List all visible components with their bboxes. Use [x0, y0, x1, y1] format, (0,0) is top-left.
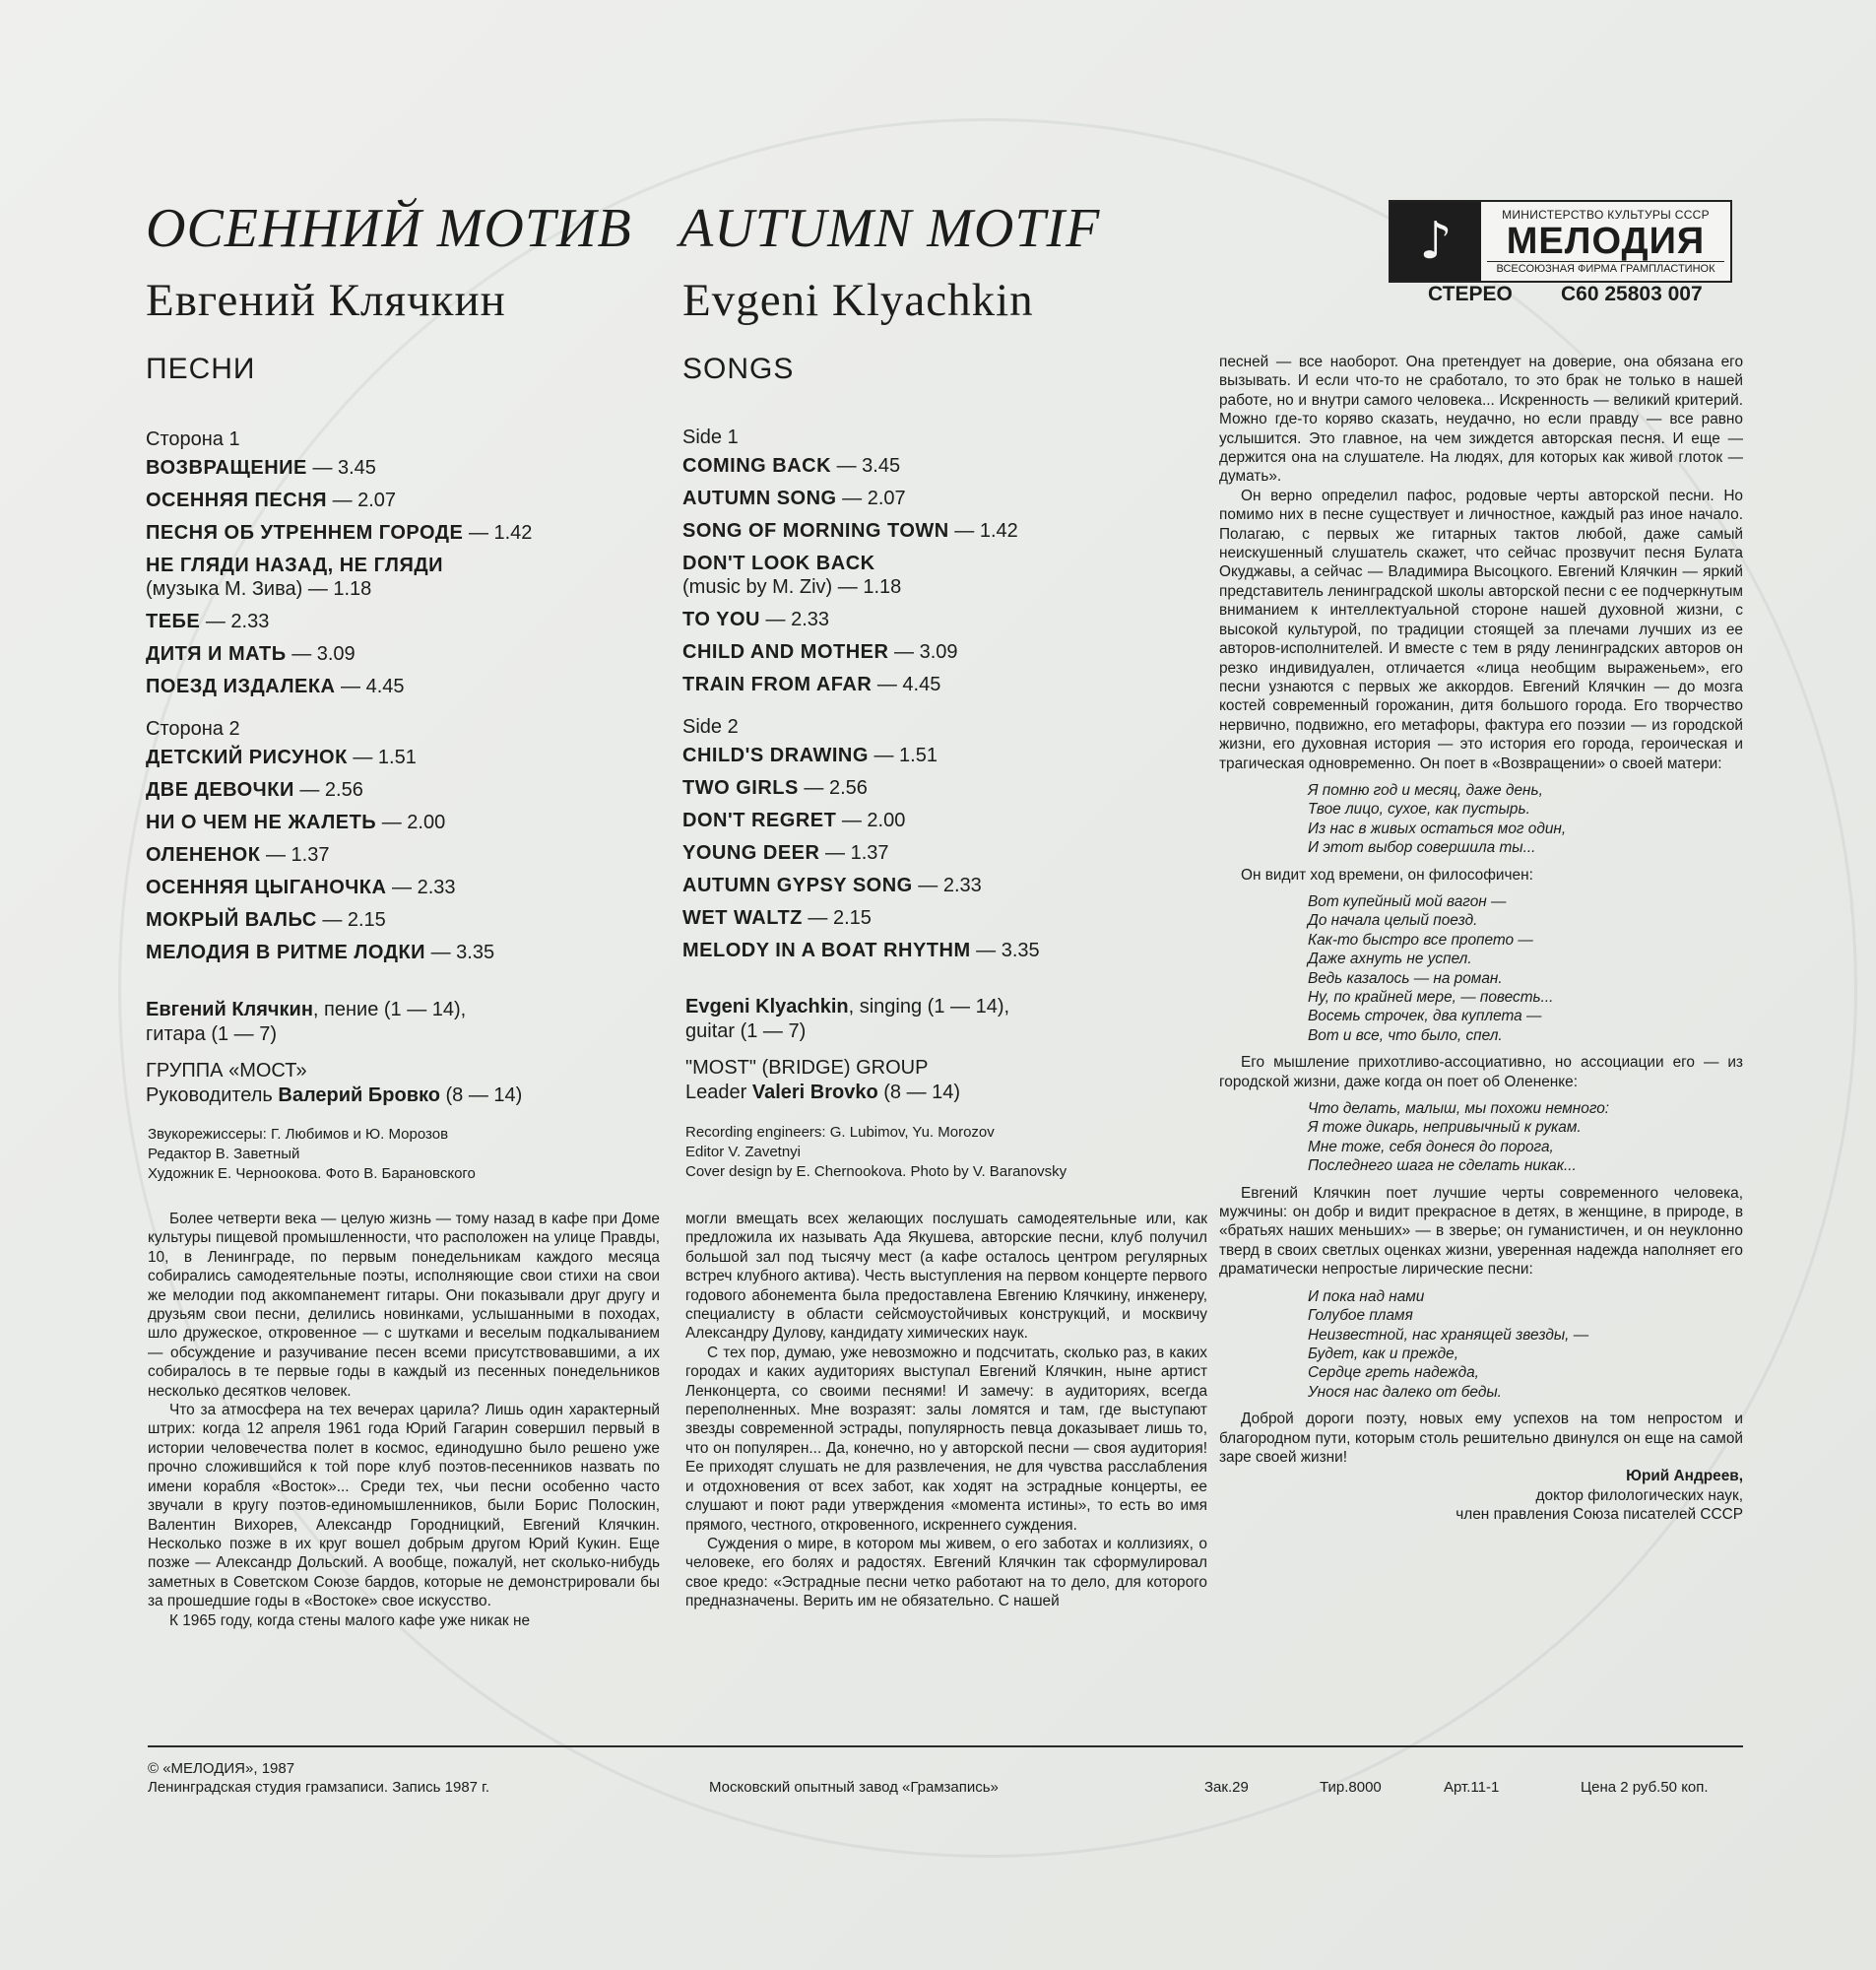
engineers-credit: Звукорежиссеры: Г. Любимов и Ю. Морозов	[148, 1126, 449, 1143]
paragraph: Суждения о мире, в котором мы живем, о его заботах и коллизиях, о человеке, его болях и радостях. Евгений Клячкин так сформулировал свое кредо: «Эстрадные песни четко работают на то дело, для которого предназначены. Верить им не обязательно. С нашей	[685, 1535, 1207, 1610]
track-name: YOUNG DEER	[682, 842, 820, 864]
poem-line: И этот выбор совершила ты...	[1308, 839, 1536, 857]
track-item	[146, 489, 658, 512]
track-item	[146, 811, 658, 834]
track-item	[682, 906, 1195, 930]
studio-info: Ленинградская студия грамзаписи. Запись 1987 г.	[148, 1779, 489, 1796]
performer-credits-en	[685, 995, 1217, 1117]
songs-heading-ru: ПЕСНИ	[146, 353, 256, 385]
artist-credit: Cover design by E. Chernookova. Photo by V. Baranovsky	[685, 1163, 1067, 1180]
poem-quote	[1308, 1287, 1743, 1402]
album-title-en: AUTUMN MOTIF	[679, 198, 1101, 259]
singer-credit	[685, 995, 1217, 1044]
track-time: — 2.33	[759, 609, 829, 630]
copyright: © «МЕЛОДИЯ», 1987	[148, 1760, 295, 1777]
track-time: — 1.42	[463, 522, 533, 544]
track-item	[146, 610, 658, 633]
poem-line: Ведь казалось — на роман.	[1308, 969, 1503, 987]
track-item	[682, 939, 1195, 962]
liner-notes-column-2	[685, 1210, 1207, 1611]
track-item	[146, 908, 658, 932]
track-name: SONG OF MORNING TOWN	[682, 520, 949, 542]
track-time: — 3.09	[888, 641, 958, 663]
track-item	[146, 456, 658, 480]
poem-line: Я помню год и месяц, даже день,	[1308, 781, 1543, 799]
production-credits-en	[685, 1123, 1237, 1182]
track-credit: (музыка М. Зива)	[146, 578, 303, 600]
paragraph: могли вмещать всех желающих послушать самодеятельные или, как предложила их называть Ада Якушева, авторские песни, клуб получил большой зал под тысячу мест (а кафе осталось центром регулярных встреч клубного актива). Честь выступления на первом концерте первого годового абонемента была предоставлена Евгению Клячкину, инженеру, специалисту в области сейсмоустойчивых конструкций, и москвичу Александру Дулову, кандидату химических наук.	[685, 1211, 1207, 1343]
track-name: TO YOU	[682, 609, 760, 630]
side-heading: Side 1	[682, 427, 739, 448]
group-credit	[146, 1059, 678, 1108]
leader-tracks: (8 — 14)	[439, 1084, 523, 1106]
track-name: ДВЕ ДЕВОЧКИ	[146, 779, 294, 801]
track-name: CHILD AND MOTHER	[682, 641, 889, 663]
songs-heading-en: SONGS	[682, 353, 795, 385]
track-name: ПЕСНЯ ОБ УТРЕННЕМ ГОРОДЕ	[146, 522, 464, 544]
group-name: ГРУППА «МОСТ»	[146, 1060, 307, 1082]
pressing-plant: Московский опытный завод «Грамзапись»	[709, 1779, 999, 1796]
footer-divider	[148, 1745, 1743, 1747]
track-name: DON'T REGRET	[682, 810, 837, 831]
album-title-ru: ОСЕННИЙ МОТИВ	[146, 198, 632, 259]
melodiya-label	[1389, 200, 1732, 283]
track-item	[682, 454, 1195, 478]
order-number: Зак.29	[1204, 1779, 1249, 1796]
track-time: — 3.35	[970, 940, 1040, 961]
author-name: Юрий Андреев,	[1626, 1468, 1743, 1485]
track-time: — 2.07	[327, 490, 397, 511]
track-time: — 3.45	[831, 455, 901, 477]
leader-prefix: Leader	[685, 1082, 752, 1103]
track-name: НИ О ЧЕМ НЕ ЖАЛЕТЬ	[146, 812, 377, 833]
paragraph: С тех пор, думаю, уже невозможно и подсчитать, сколько раз, в каких городах и каких аудиториях выступал Евгений Клячкин, ныне артист Ленконцерта, со своими песнями! И замечу: в аудиториях, всегда переполненных. Мне возразят: залы ломятся и там, где выступают звезды современной эстрады, популярность певца доказывает лишь то, что он популярен... Да, конечно, но у авторской песни — своя аудитория! Ее приходят слушать не для развлечения, не для чувства расслабления и отдохновения от всех забот, как ходят на эстрадные концерты, ее слушают и поют ради утверждения «момента истины», то есть во имя прямого, честного, откровенного, искреннего суждения.	[685, 1344, 1207, 1534]
track-item	[146, 642, 658, 666]
singer-name: Evgeni Klyachkin	[685, 996, 849, 1018]
paragraph: Он верно определил пафос, родовые черты авторской песни. Но помимо них в песне существует и личностное, каждый раз иное начало. Полагаю, с первых же гитарных тактов любой, даже самый неискушенный слушатель скажет, что сейчас прозвучит песня Булата Окуджавы, а сейчас — Владимира Высоцкого. Евгений Клячкин — яркий представитель ленинградской школы авторской песни с ее подчеркнутым вниманием к интеллектуальной стороне нашей духовной жизни, с высокой культурой, по традиции стоящей за плечами лучших из ее авторов-исполнителей. И вместе с тем в ряду ленинградских авторов он резко индивидуален, отличается «лица необщим выраженьем», его песни узнаются с первых же аккордов. Евгений Клячкин — до мозга костей современный горожанин, дитя большого города. Его творчество нервично, подвижно, его метафоры, фактура его поэзии — из городской жизни, его духовная история — это история его города, героическая и трагическая одновременно. Он поет в «Возвращении» о своей матери:	[1219, 487, 1743, 772]
track-name: ДИТЯ И МАТЬ	[146, 643, 287, 665]
track-item	[146, 843, 658, 867]
track-name: TRAIN FROM AFAR	[682, 674, 873, 695]
paragraph: Более четверти века — целую жизнь — тому назад в кафе при Доме культуры пищевой промышленности, что расположен на улице Правды, 10, в Ленинграде, по первым понедельникам каждого месяца собирались самодеятельные поэты, исполняющие свои стихи на свои же мелодии под аккомпанемент гитары. Они показывали друг другу и друзьям свои песни, делились новинками, услышанными в походах, шло дружеское, откровенное — с шутками и веселым подкалыванием — обсуждение и разучивание песен всеми присутствовавшими, а их собиралось в те первые годы в каждый из песенных понедельников несколько десятков человек.	[148, 1211, 660, 1400]
poem-quote	[1308, 781, 1743, 858]
track-time: — 1.51	[868, 745, 938, 766]
paragraph: К 1965 году, когда стены малого кафе уже никак не	[169, 1611, 530, 1629]
track-credit: (music by M. Ziv)	[682, 576, 833, 598]
catalog-number: С60 25803 007	[1561, 283, 1703, 305]
track-name: DON'T LOOK BACK	[682, 553, 875, 574]
track-name: ОСЕННЯЯ ЦЫГАНОЧКА	[146, 877, 387, 898]
track-item	[682, 744, 1195, 767]
editor-credit: Editor V. Zavetnyi	[685, 1144, 802, 1160]
paragraph: Доброй дороги поэту, новых ему успехов на том непростом и благородном пути, которым столь решительно двинулся он еще на самой заре своей жизни!	[1219, 1411, 1743, 1466]
poem-line: Даже ахнуть не успел.	[1308, 951, 1472, 968]
side-heading: Сторона 2	[146, 718, 240, 740]
poem-line: Будет, как и прежде,	[1308, 1345, 1459, 1362]
track-name: НЕ ГЛЯДИ НАЗАД, НЕ ГЛЯДИ	[146, 555, 443, 576]
track-name: МОКРЫЙ ВАЛЬС	[146, 909, 317, 931]
track-time: — 1.18	[302, 578, 372, 600]
poem-line: Из нас в живых остаться мог один,	[1308, 820, 1567, 837]
poem-quote	[1308, 1099, 1743, 1176]
track-time: — 3.09	[286, 643, 356, 665]
tracklist-en	[682, 422, 1195, 971]
track-time: — 3.35	[425, 942, 495, 963]
group-credit	[685, 1056, 1217, 1105]
singer-role: , пение (1 — 14),	[312, 999, 467, 1020]
label-firm: ВСЕСОЮЗНАЯ ФИРМА ГРАМПЛАСТИНОК	[1487, 261, 1724, 275]
track-item	[682, 552, 1195, 599]
track-time: — 2.15	[802, 907, 872, 929]
poem-line: Вот купейный мой вагон —	[1308, 892, 1507, 910]
performer-credits-ru	[146, 998, 678, 1120]
price: Цена 2 руб.50 коп.	[1581, 1779, 1709, 1796]
poem-line: Вот и все, что было, спел.	[1308, 1026, 1503, 1044]
poem-quote	[1308, 892, 1743, 1045]
poem-line: Как-то быстро все пропето —	[1308, 931, 1533, 949]
side-heading: Side 2	[682, 716, 739, 738]
poem-line: Неизвестной, нас хранящей звезды, —	[1308, 1326, 1589, 1344]
poem-line: Мне тоже, себя донеся до порога,	[1308, 1138, 1554, 1155]
track-item	[682, 640, 1195, 664]
track-name: COMING BACK	[682, 455, 832, 477]
liner-notes-column-3	[1219, 353, 1743, 1525]
track-time: — 4.45	[335, 676, 405, 697]
melodiya-logo-icon: ♪	[1391, 202, 1481, 281]
track-item	[682, 776, 1195, 800]
singer-credit	[146, 998, 678, 1047]
side-heading: Сторона 1	[146, 428, 240, 450]
track-item	[682, 841, 1195, 865]
label-name: МЕЛОДИЯ	[1506, 221, 1706, 262]
leader-prefix: Руководитель	[146, 1084, 279, 1106]
track-name: MELODY IN A BOAT RHYTHM	[682, 940, 971, 961]
track-name: ОЛЕНЕНОК	[146, 844, 261, 866]
track-time: — 2.07	[836, 488, 906, 509]
track-item	[146, 521, 658, 545]
track-time: — 1.51	[347, 747, 417, 768]
poem-line: До начала целый поезд.	[1308, 912, 1478, 930]
paragraph: Евгений Клячкин поет лучшие черты современного человека, мужчины: он добр и видит прекрасное в детях, в женщине, в природе, в «братьях наших меньших» — в зверье; он гуманистичен, и он неуклонно тверд в своих светлых оценках жизни, уверенная надежда наполняет его драматически непростые лирические песни:	[1219, 1184, 1743, 1279]
paragraph: Его мышление прихотливо-ассоциативно, но ассоциации его — из городской жизни, даже когда он поет об Олененке:	[1219, 1054, 1743, 1090]
engineers-credit: Recording engineers: G. Lubimov, Yu. Morozov	[685, 1124, 995, 1141]
track-name: ПОЕЗД ИЗДАЛЕКА	[146, 676, 336, 697]
liner-notes-column-1	[148, 1210, 660, 1630]
track-item	[146, 746, 658, 769]
singer-name: Евгений Клячкин	[146, 999, 313, 1020]
track-time: — 3.45	[306, 457, 376, 479]
track-name: AUTUMN SONG	[682, 488, 837, 509]
track-name: WET WALTZ	[682, 907, 803, 929]
poem-line: Ну, по крайней мере, — повесть...	[1308, 989, 1554, 1006]
track-time: — 2.33	[200, 611, 270, 632]
track-name: ДЕТСКИЙ РИСУНОК	[146, 747, 348, 768]
poem-line: Голубое пламя	[1308, 1307, 1413, 1325]
guitar-credit: гитара (1 — 7)	[146, 1023, 278, 1045]
track-item	[682, 673, 1195, 696]
track-time: — 2.00	[836, 810, 906, 831]
poem-line: Восемь строчек, два куплета —	[1308, 1008, 1542, 1025]
author-title: доктор филологических наук,	[1535, 1486, 1743, 1504]
track-item	[146, 675, 658, 698]
print-run: Тир.8000	[1320, 1779, 1382, 1796]
track-item	[682, 487, 1195, 510]
author-signature	[1219, 1467, 1743, 1524]
poem-line: Твое лицо, сухое, как пустырь.	[1308, 801, 1530, 819]
track-item	[146, 554, 658, 601]
track-time: — 2.56	[798, 777, 868, 799]
track-time: — 1.37	[260, 844, 330, 866]
article-number: Арт.11-1	[1444, 1779, 1500, 1796]
track-time: — 2.15	[316, 909, 386, 931]
track-name: ВОЗВРАЩЕНИЕ	[146, 457, 307, 479]
guitar-credit: guitar (1 — 7)	[685, 1020, 807, 1042]
track-name: МЕЛОДИЯ В РИТМЕ ЛОДКИ	[146, 942, 426, 963]
track-time: — 4.45	[872, 674, 941, 695]
group-name: "MOST" (BRIDGE) GROUP	[685, 1057, 929, 1079]
paragraph: Что за атмосфера на тех вечерах царила? Лишь один характерный штрих: когда 12 апреля 1961 года Юрий Гагарин совершил первый в истории человечества полет в космос, единодушно было решено уже прочно сложившийся к той поре клуб поэтов-песенников назвать по имени корабля «Восток»... Среди тех, чьи песни особенно часто звучали в кругу поэтов-единомышленников, были Борис Полоскин, Валентин Вихорев, Александр Городницкий, Евгений Клячкин. Несколько позже в их круг вошел добрым другом Юрий Кукин. Еще позже — Александр Дольский. А вообще, пожалуй, нет сколько-нибудь заметных в Советском Союзе бардов, которые не демонстрировали бы за прошедшие годы в «Востоке» свое искусство.	[148, 1402, 660, 1610]
track-time: — 2.56	[293, 779, 363, 801]
track-item	[682, 608, 1195, 631]
label-ministry: МИНИСТЕРСТВО КУЛЬТУРЫ СССР	[1502, 208, 1710, 222]
track-time: — 2.33	[912, 875, 982, 896]
track-name: CHILD'S DRAWING	[682, 745, 869, 766]
label-text-block	[1481, 202, 1730, 281]
author-title: член правления Союза писателей СССР	[1456, 1506, 1743, 1524]
paragraph: песней — все наоборот. Она претендует на доверие, она обязана его вызывать. И если что-то не сработало, то это брак не только в нашей работе, но и внутри самого человека... Искренность — великий критерий. Можно где-то коряво сказать, неудачно, но если правду — все равно услышится. Это главное, на чем зиждется авторская песня. И еще — держится она на слушателе. На людях, для которых как живой глоток — думать».	[1219, 354, 1743, 486]
editor-credit: Редактор В. Заветный	[148, 1146, 300, 1162]
tracklist-ru	[146, 424, 658, 973]
singer-role: , singing (1 — 14),	[848, 996, 1010, 1018]
track-item	[146, 778, 658, 802]
poem-line: Что делать, малыш, мы похожи немного:	[1308, 1100, 1610, 1118]
track-item	[682, 809, 1195, 832]
track-name: ОСЕННЯЯ ПЕСНЯ	[146, 490, 328, 511]
track-time: — 1.37	[819, 842, 889, 864]
poem-line: Сердце греть надежда,	[1308, 1364, 1479, 1382]
track-name: ТЕБЕ	[146, 611, 201, 632]
leader-tracks: (8 — 14)	[877, 1082, 961, 1103]
poem-line: И пока над нами	[1308, 1287, 1425, 1305]
artist-credit: Художник Е. Черноокова. Фото В. Барановского	[148, 1165, 476, 1182]
track-time: — 1.18	[832, 576, 902, 598]
track-name: AUTUMN GYPSY SONG	[682, 875, 913, 896]
paragraph: Он видит ход времени, он философичен:	[1241, 866, 1533, 884]
track-time: — 2.33	[386, 877, 456, 898]
track-item	[146, 876, 658, 899]
poem-line: Унося нас далеко от беды.	[1308, 1383, 1502, 1401]
production-credits-ru	[148, 1125, 699, 1184]
track-item	[682, 874, 1195, 897]
track-time: — 2.00	[376, 812, 446, 833]
leader-name: Valeri Brovko	[751, 1082, 878, 1103]
artist-name-ru: Евгений Клячкин	[146, 275, 506, 326]
track-name: TWO GIRLS	[682, 777, 799, 799]
leader-name: Валерий Бровко	[278, 1084, 440, 1106]
track-item	[682, 519, 1195, 543]
artist-name-en: Evgeni Klyachkin	[682, 275, 1034, 326]
poem-line: Я тоже дикарь, непривычный к рукам.	[1308, 1119, 1582, 1137]
track-item	[146, 941, 658, 964]
stereo-mark: СТЕРЕО	[1428, 283, 1513, 305]
track-time: — 1.42	[948, 520, 1018, 542]
poem-line: Последнего шага не сделать никак...	[1308, 1157, 1577, 1175]
